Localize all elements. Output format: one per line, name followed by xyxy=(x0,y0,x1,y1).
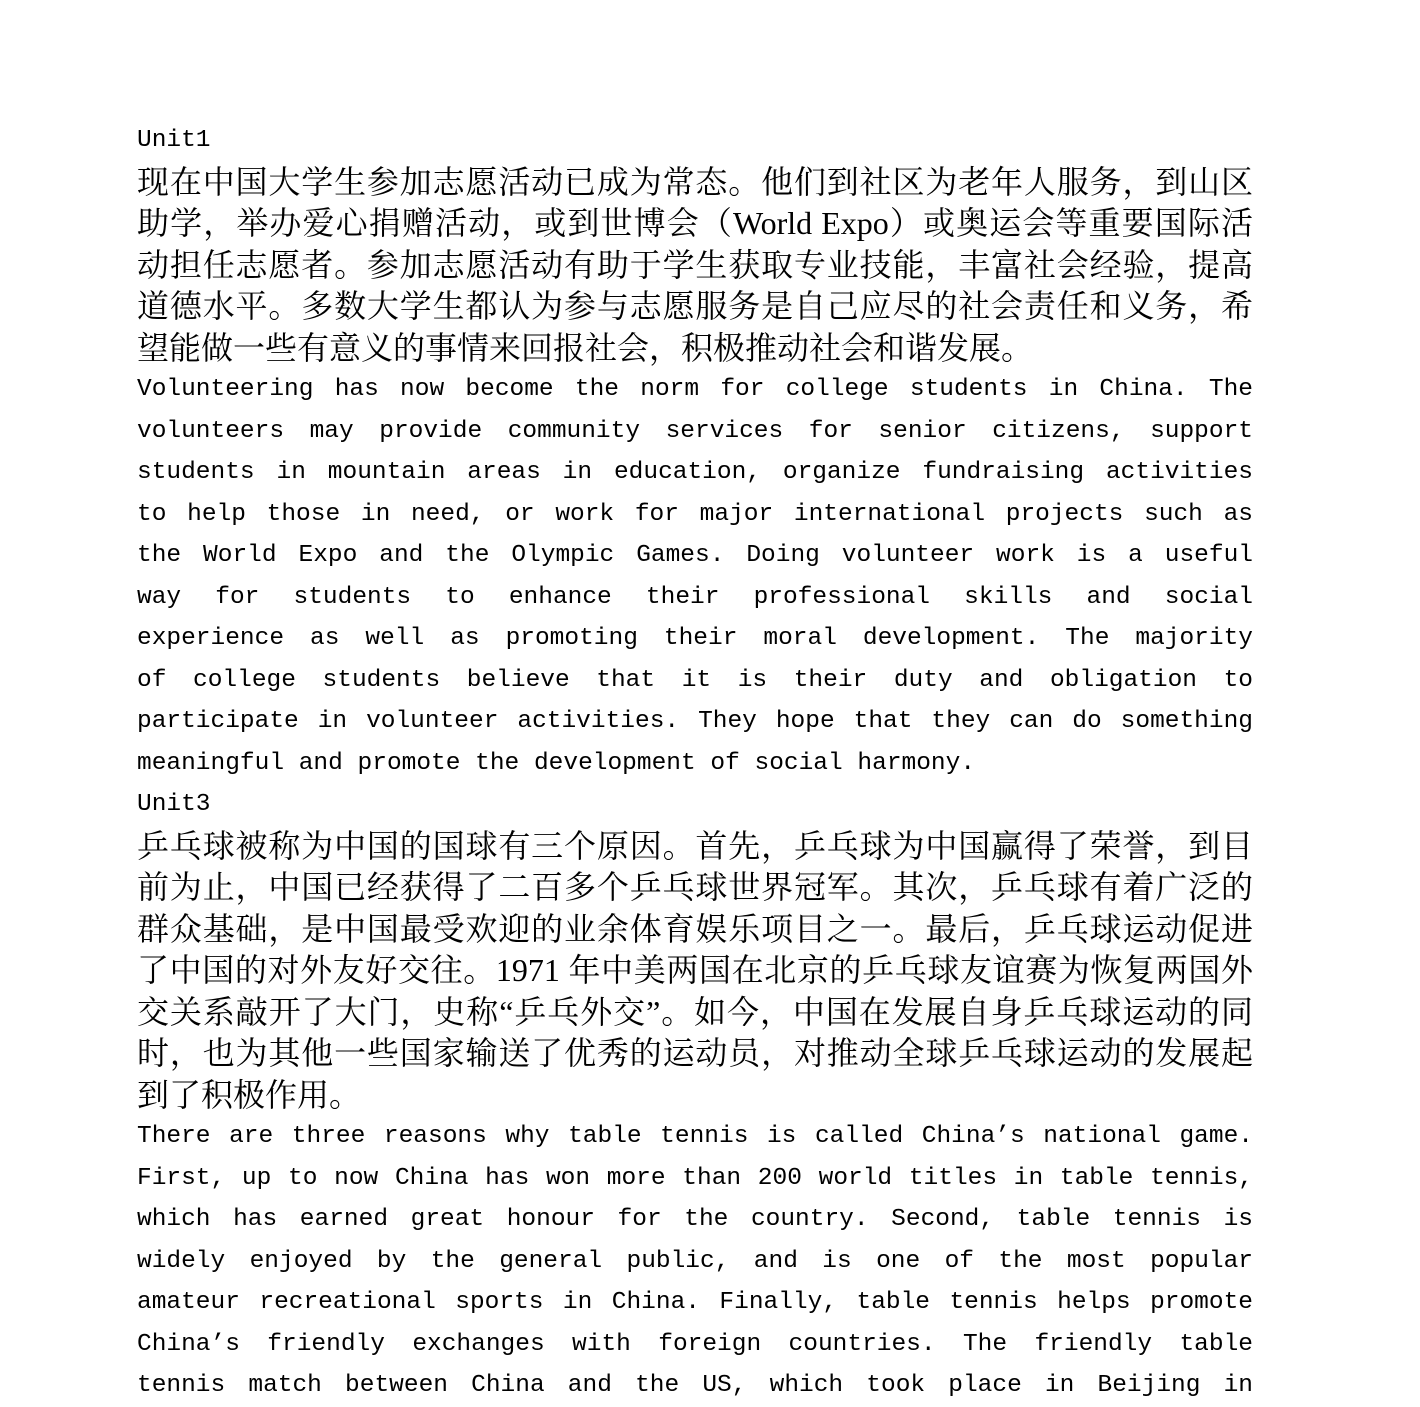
text-line: way for students to enhance their professional skills and social xyxy=(137,583,1253,611)
unit-heading xyxy=(137,784,1253,826)
paragraph-zh xyxy=(137,162,1253,370)
text-line: 乒乓球被称为中国的国球有三个原因。首先，乒乓球为中国赢得了荣誉，到目 xyxy=(137,827,1253,864)
paragraph-en xyxy=(137,369,1253,784)
text-line: China’s friendly exchanges with foreign countries. The friendly table xyxy=(137,1330,1253,1358)
text-line: students in mountain areas in education, organize fundraising activities xyxy=(137,459,1253,486)
text-line: amateur recreational sports in China. Finally, table tennis helps promote xyxy=(137,1289,1253,1316)
text-line: 望能做一些有意义的事情来回报社会，积极推动社会和谐发展。 xyxy=(137,329,1034,366)
document-content xyxy=(137,120,1253,1407)
text-line: experience as well as promoting their moral development. The majority xyxy=(137,625,1253,652)
text-line: 了中国的对外友好交往。1971 年中美两国在北京的乒乓球友谊赛为恢复两国外 xyxy=(137,952,1253,988)
text-line: to help those in need, or work for major international projects such as xyxy=(137,500,1253,528)
text-line: the World Expo and the Olympic Games. Doing volunteer work is a useful xyxy=(137,542,1253,569)
text-line: 群众基础，是中国最受欢迎的业余体育娱乐项目之一。最后，乒乓球运动促进 xyxy=(137,910,1253,947)
paragraph-en xyxy=(137,1116,1253,1407)
text-line: 动担任志愿者。参加志愿活动有助于学生获取专业技能，丰富社会经验，提高 xyxy=(137,246,1253,283)
text-line: 时，也为其他一些国家输送了优秀的运动员，对推动全球乒乓球运动的发展起 xyxy=(137,1035,1253,1071)
text-line: Unit1 xyxy=(137,127,211,154)
unit-heading xyxy=(137,120,1253,162)
text-line: 助学，举办爱心捐赠活动，或到世博会（World Expo）或奥运会等重要国际活 xyxy=(137,205,1253,241)
text-line: 到了积极作用。 xyxy=(137,1076,362,1113)
text-line: Unit3 xyxy=(137,791,211,818)
text-line: First, up to now China has won more than 200 world titles in table tennis, xyxy=(137,1164,1253,1192)
text-line: 交关系敲开了大门，史称“乒乓外交”。如今，中国在发展自身乒乓球运动的同 xyxy=(137,993,1253,1030)
text-line: 前为止，中国已经获得了二百多个乒乓球世界冠军。其次，乒乓球有着广泛的 xyxy=(137,869,1253,905)
text-line: Volunteering has now become the norm for college students in China. The xyxy=(137,376,1253,403)
text-line: tennis match between China and the US, which took place in Beijing in xyxy=(137,1372,1253,1399)
text-line: 道德水平。多数大学生都认为参与志愿服务是自己应尽的社会责任和义务，希 xyxy=(137,288,1253,324)
paragraph-zh xyxy=(137,826,1253,1117)
text-line: which has earned great honour for the country. Second, table tennis is xyxy=(137,1206,1253,1233)
text-line: widely enjoyed by the general public, and is one of the most popular xyxy=(137,1247,1253,1275)
text-line: There are three reasons why table tennis is called China’s national game. xyxy=(137,1123,1253,1150)
text-line: meaningful and promote the development of social harmony. xyxy=(137,749,976,777)
text-line: volunteers may provide community services for senior citizens, support xyxy=(137,417,1253,445)
text-line: 现在中国大学生参加志愿活动已成为常态。他们到社区为老年人服务，到山区 xyxy=(137,163,1253,200)
text-line: of college students believe that it is their duty and obligation to xyxy=(137,666,1253,694)
text-line: participate in volunteer activities. They hope that they can do something xyxy=(137,708,1253,735)
